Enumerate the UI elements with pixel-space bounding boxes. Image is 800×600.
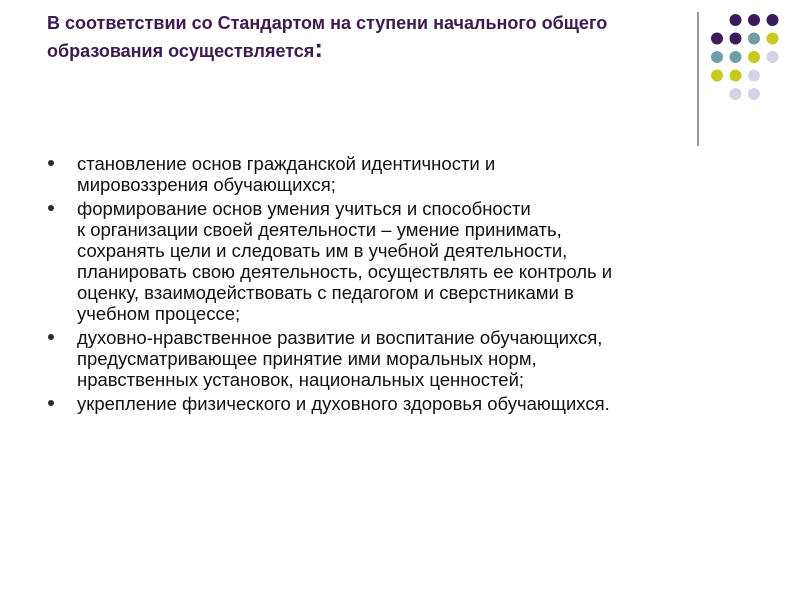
bullet-line: планировать свою деятельность, осуществлять ее контроль и (77, 261, 613, 282)
ornament-dot (748, 33, 760, 45)
bullet-line: укрепление физического и духовного здоровья обучающихся. (77, 393, 610, 414)
bullet-line: предусматривающее принятие ими моральных норм, (77, 348, 537, 369)
ornament-dot (711, 70, 723, 82)
bullet-line: формирование основ умения учиться и способности (77, 198, 531, 219)
ornament-dot (730, 70, 742, 82)
bullet-line: сохранять цели и следовать им в учебной деятельности, (77, 240, 568, 261)
ornament-dot (730, 33, 742, 45)
ornament-dot (730, 51, 742, 63)
ornament-dot (748, 88, 760, 100)
bullet-line: становление основ гражданской идентичности и (77, 153, 496, 174)
ornament-dot (711, 33, 723, 45)
ornament-dot (767, 51, 779, 63)
bullet-line: оценку, взаимодействовать с педагогом и сверстниками в (77, 282, 574, 303)
bullet-line: духовно-нравственное развитие и воспитание обучающихся, (77, 327, 603, 348)
bullet-line: нравственных установок, национальных ценностей; (77, 369, 525, 390)
ornament-dot (748, 70, 760, 82)
ornament-dot (767, 14, 779, 26)
bullet-item (48, 198, 768, 324)
bullet-item (48, 327, 768, 390)
bullet-item (48, 153, 768, 195)
bullet-line: учебном процессе; (77, 303, 241, 324)
bullet-list (48, 153, 768, 417)
ornament-dot (748, 51, 760, 63)
dot-grid-ornament-icon (708, 12, 788, 132)
bullet-dot-icon (48, 205, 54, 211)
slide-title (47, 10, 667, 66)
ornament-dot (730, 14, 742, 26)
vertical-divider (697, 12, 699, 146)
bullet-dot-icon (48, 160, 54, 166)
bullet-line: к организации своей деятельности – умение принимать, (77, 219, 562, 240)
ornament-dot (711, 51, 723, 63)
ornament-dot (730, 88, 742, 100)
slide-title-colon: : (314, 32, 323, 63)
ornament-dot (748, 14, 760, 26)
slide-title-text: В соответствии со Стандартом на ступени начального общего образования осуществляется (47, 13, 608, 61)
ornament-dot (767, 33, 779, 45)
bullet-item (48, 393, 768, 414)
bullet-dot-icon (48, 400, 54, 406)
bullet-dot-icon (48, 334, 54, 340)
bullet-line: мировоззрения обучающихся; (77, 174, 336, 195)
